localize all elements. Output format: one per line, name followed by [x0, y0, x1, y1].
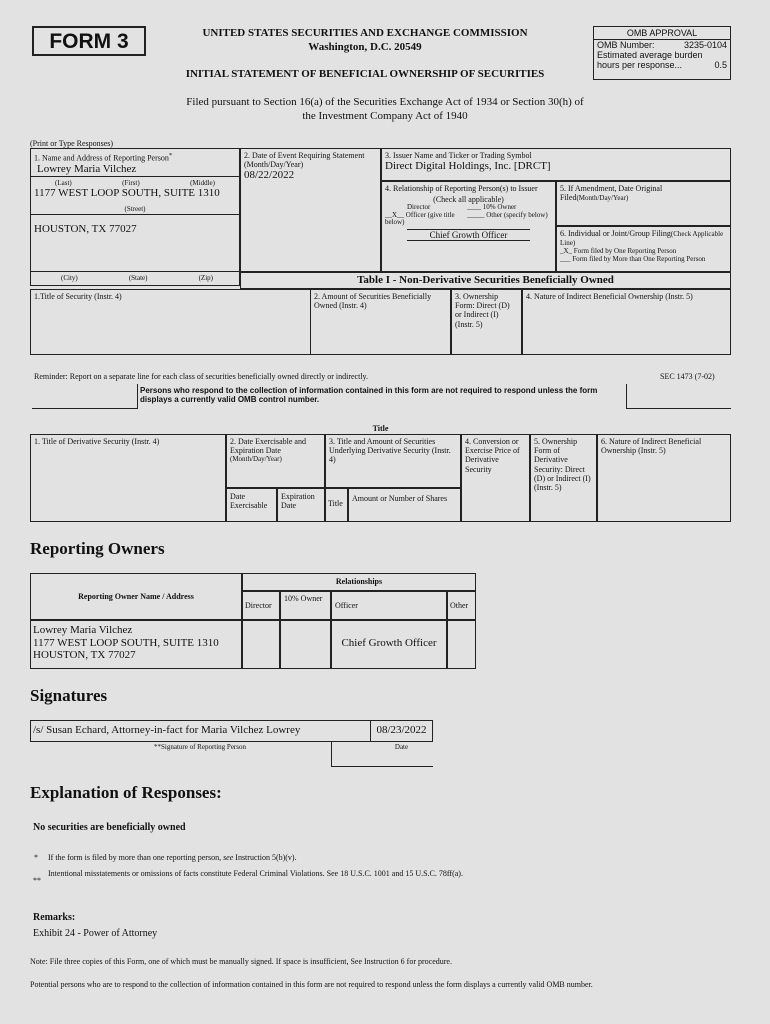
table2-amount-sub: Amount or Number of Shares	[348, 488, 461, 522]
omb-number-value: 3235-0104	[683, 40, 727, 50]
reporting-person-city: HOUSTON, TX 77027	[34, 223, 137, 236]
ro-owner-line2: 1177 WEST LOOP SOUTH, SUITE 1310	[33, 636, 219, 649]
footnote-star-a: If the form is filed by more than one reporting person,	[48, 853, 222, 862]
table1-col1	[30, 289, 311, 355]
reminder-text: Reminder: Report on a separate line for each class of securities beneficially owned directly or indirectly.	[34, 372, 369, 381]
date-label: Date	[394, 743, 409, 751]
agency-location: Washington, D.C. 20549	[308, 41, 422, 53]
label-street: (Street)	[31, 205, 239, 215]
ro-ten-pct-value	[280, 620, 331, 669]
footnote-star-see: see	[223, 853, 234, 862]
explanation-heading: Explanation of Responses:	[30, 783, 222, 802]
box5-amendment	[556, 181, 731, 226]
footnote-star	[48, 853, 297, 862]
footnote-star-mark: *	[34, 853, 38, 862]
box4-relationship: 4. Relationship of Reporting Person(s) to Issuer (Check all applicable) Director ____ 10% Owner __X__ Officer (give title below) _____ Other (specify below) Chief Growth Officer	[381, 181, 556, 272]
table2-col2	[226, 434, 325, 488]
box6-more: ___ Form filed by More than One Reporting Person	[560, 255, 706, 264]
omb-burden-label: Estimated average burden	[597, 50, 703, 60]
box1-name-address	[30, 148, 240, 272]
box6-filing	[556, 226, 731, 272]
agency-name: UNITED STATES SECURITIES AND EXCHANGE COMMISSION	[202, 27, 528, 39]
no-securities-text: No securities are beneficially owned	[33, 822, 186, 833]
ro-owner-line3: HOUSTON, TX 77027	[33, 649, 136, 662]
omb-approval-box	[593, 26, 731, 80]
label-first: (First)	[122, 178, 140, 187]
ro-officer-value: Chief Growth Officer	[331, 620, 447, 669]
table1-col4: 4. Nature of Indirect Beneficial Ownership (Instr. 5)	[522, 289, 731, 355]
city-state-zip-labels	[30, 272, 240, 286]
note-text: Note: File three copies of this Form, one of which must be manually signed. If space is insufficient, See Instruction 6 for procedure.	[30, 957, 452, 966]
box2-label: 2. Date of Event Requiring Statement (Month/Day/Year)	[244, 151, 365, 170]
table2-title: Title	[372, 424, 389, 433]
table1-col3: 3. Ownership Form: Direct (D) or Indirect (I) (Instr. 5)	[451, 289, 522, 355]
sec-code: SEC 1473 (7-02)	[660, 372, 715, 381]
box3-label: 3. Issuer Name and Ticker or Trading Symbol	[385, 151, 532, 160]
table2-col4: 4. Conversion or Exercise Price of Derivative Security	[461, 434, 530, 522]
footnote-double-star-mark: **	[33, 876, 41, 885]
ro-col-director: Director	[242, 591, 280, 620]
table2-col3: 3. Title and Amount of Securities Underlying Derivative Security (Instr. 4)	[325, 434, 461, 488]
box6-one: _X_ Form filed by One Reporting Person	[560, 247, 677, 256]
filed-pursuant-line1: Filed pursuant to Section 16(a) of the Securities Exchange Act of 1934 or Section 30(h) of	[186, 96, 584, 108]
signature-date: 08/23/2022	[370, 720, 433, 742]
box1-label: 1. Name and Address of Reporting Person	[34, 153, 169, 163]
event-date-value: 08/22/2022	[244, 169, 295, 182]
ro-director-value	[242, 620, 280, 669]
ro-col-ten-pct: 10% Owner	[280, 591, 331, 620]
ro-owner-address	[30, 620, 242, 669]
ro-other-value	[447, 620, 476, 669]
date-bottom-line	[370, 766, 433, 767]
notice-left-line	[32, 384, 138, 409]
label-last: (Last)	[55, 178, 72, 187]
issuer-value: Direct Digital Holdings, Inc. [DRCT]	[385, 160, 551, 172]
omb-hours-value: 0.5	[714, 60, 727, 70]
reporting-person-street: 1177 WEST LOOP SOUTH, SUITE 1310	[34, 186, 220, 199]
box4-check-all: (Check all applicable)	[433, 195, 504, 205]
signature-value: /s/ Susan Echard, Attorney-in-fact for Maria Vilchez Lowrey	[30, 720, 370, 742]
table2-col1: 1. Title of Derivative Security (Instr. 4)	[30, 434, 226, 522]
table2-expiration-date: Expiration Date	[277, 488, 325, 522]
footnote-double-star: Intentional misstatements or omissions of facts constitute Federal Criminal Violations. See 18 U.S.C. 1001 and 15 U.S.C. 78ff(a).	[48, 869, 463, 878]
remarks-text: Exhibit 24 - Power of Attorney	[33, 928, 158, 939]
filed-pursuant-line2: the Investment Company Act of 1940	[302, 110, 468, 122]
box6-label: 6. Individual or Joint/Group Filing	[560, 229, 671, 238]
box4-label: 4. Relationship of Reporting Person(s) to Issuer	[385, 184, 538, 193]
ro-col-other: Other	[447, 591, 476, 620]
signature-bottom-line	[331, 742, 370, 767]
label-middle: (Middle)	[190, 178, 215, 187]
signatures-heading: Signatures	[30, 686, 108, 705]
box3-issuer	[381, 148, 731, 181]
box1-mark: *	[168, 152, 173, 159]
label-city: (City)	[61, 274, 78, 282]
ro-col-officer: Officer	[331, 591, 447, 620]
label-state: (State)	[128, 274, 148, 282]
table1-col1-text: 1.Title of Security (Instr. 4)	[34, 292, 122, 301]
omb-hours-label: hours per response...	[597, 60, 683, 70]
potential-persons-text: Potential persons who are to respond to the collection of information contained in this form are not required to respond unless the form displays a currently valid OMB number.	[30, 980, 593, 989]
box6-check: (Check Applicable Line)	[560, 230, 724, 248]
box4-ten-pct: 10% Owner	[482, 203, 517, 212]
remarks-label: Remarks:	[33, 912, 76, 923]
footnote-star-b: Instruction 5(b)(v).	[235, 853, 297, 862]
box4-officer: __X__ Officer (give title below)	[385, 210, 455, 226]
box5-sub: (Month/Day/Year)	[576, 194, 629, 203]
notice-right-line	[626, 384, 731, 409]
table2-col2-text: 2. Date Exercisable and Expiration Date	[230, 437, 306, 456]
table2-col5: 5. Ownership Form of Derivative Security: Direct (D) or Indirect (I) (Instr. 5)	[530, 434, 597, 522]
omb-number-label: OMB Number:	[597, 40, 655, 50]
omb-title: OMB APPROVAL	[594, 27, 730, 40]
table1-col2: 2. Amount of Securities Beneficially Owned (Instr. 4)	[310, 289, 451, 355]
form-title: INITIAL STATEMENT OF BENEFICIAL OWNERSHIP OF SECURITIES	[185, 68, 545, 80]
box2-event-date	[240, 148, 381, 272]
reporting-person-name: Lowrey Maria Vilchez	[37, 162, 137, 175]
reporting-owners-heading: Reporting Owners	[30, 539, 165, 558]
ro-col-name: Reporting Owner Name / Address	[30, 573, 242, 620]
box4-director: Director	[407, 203, 431, 212]
box5-label: 5. If Amendment, Date Original Filed	[560, 184, 663, 203]
table2-title-sub: Title	[325, 488, 348, 522]
form-label: FORM 3	[32, 26, 146, 56]
officer-title-value: Chief Growth Officer	[407, 229, 530, 241]
table2-col6: 6. Nature of Indirect Beneficial Ownership (Instr. 5)	[597, 434, 731, 522]
label-zip: (Zip)	[198, 274, 213, 282]
persons-notice: Persons who respond to the collection of information contained in this form are not required to respond unless the form displays a currently valid OMB control number.	[140, 386, 598, 405]
signature-label: **Signature of Reporting Person	[154, 743, 246, 751]
print-note: (Print or Type Responses)	[30, 139, 114, 148]
ro-owner-line1: Lowrey Maria Vilchez	[33, 624, 133, 636]
box4-other: _____ Other (specify below)	[467, 210, 548, 219]
table2-date-exercisable: Date Exercisable	[226, 488, 277, 522]
table2-col2-sub: (Month/Day/Year)	[230, 455, 282, 464]
table1-title: Table I - Non-Derivative Securities Beneficially Owned	[240, 272, 731, 289]
ro-relationships: Relationships	[242, 573, 476, 591]
